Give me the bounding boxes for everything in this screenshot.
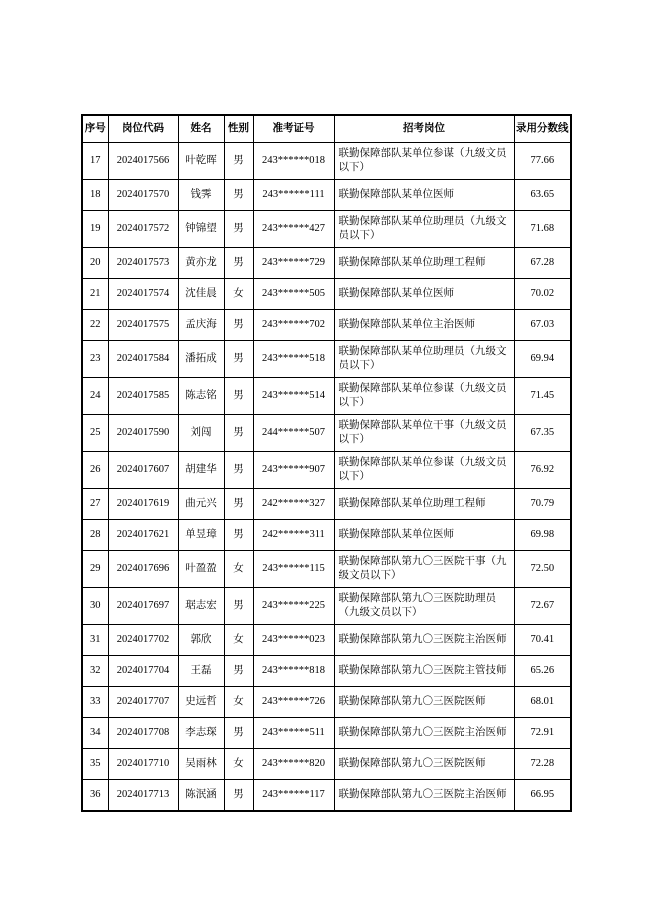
table-row [82,415,571,452]
cell-score: 69.94 [514,341,571,378]
cell-pos: 联勤保障部队某单位助理员（九级文员以下） [334,211,514,248]
cell-gender: 男 [224,143,253,180]
cell-code: 2024017590 [108,415,178,452]
cell-ticket: 243******505 [253,279,334,310]
cell-code: 2024017584 [108,341,178,378]
cell-ticket: 242******311 [253,520,334,551]
cell-name: 单昱璋 [178,520,224,551]
table-row [82,625,571,656]
cell-name: 刘闯 [178,415,224,452]
cell-name: 琚志宏 [178,588,224,625]
cell-ticket: 243******907 [253,452,334,489]
cell-seq: 22 [82,310,108,341]
cell-pos: 联勤保障部队某单位助理工程师 [334,489,514,520]
cell-pos: 联勤保障部队第九〇三医院主治医师 [334,718,514,749]
cell-score: 65.26 [514,656,571,687]
cell-name: 钱霁 [178,180,224,211]
table-row [82,341,571,378]
cell-name: 吴雨林 [178,749,224,780]
cell-code: 2024017710 [108,749,178,780]
cell-ticket: 243******820 [253,749,334,780]
cell-score: 77.66 [514,143,571,180]
cell-code: 2024017621 [108,520,178,551]
cell-score: 72.28 [514,749,571,780]
cell-ticket: 243******225 [253,588,334,625]
header-pos: 招考岗位 [334,115,514,143]
cell-score: 72.50 [514,551,571,588]
cell-pos: 联勤保障部队某单位参谋（九级文员以下） [334,378,514,415]
cell-pos: 联勤保障部队某单位主治医师 [334,310,514,341]
table-row [82,718,571,749]
cell-ticket: 243******427 [253,211,334,248]
table-row [82,656,571,687]
score-table [81,114,572,812]
cell-pos: 联勤保障部队某单位医师 [334,520,514,551]
cell-code: 2024017696 [108,551,178,588]
cell-gender: 女 [224,687,253,718]
cell-ticket: 243******702 [253,310,334,341]
cell-name: 陈泯涵 [178,780,224,812]
cell-name: 李志琛 [178,718,224,749]
cell-score: 67.03 [514,310,571,341]
cell-seq: 23 [82,341,108,378]
cell-score: 66.95 [514,780,571,812]
cell-score: 70.79 [514,489,571,520]
cell-seq: 21 [82,279,108,310]
header-row [82,115,571,143]
cell-pos: 联勤保障部队第九〇三医院主管技师 [334,656,514,687]
cell-score: 71.68 [514,211,571,248]
cell-score: 67.28 [514,248,571,279]
cell-seq: 30 [82,588,108,625]
cell-gender: 男 [224,310,253,341]
cell-code: 2024017697 [108,588,178,625]
cell-score: 71.45 [514,378,571,415]
cell-code: 2024017713 [108,780,178,812]
table-row [82,780,571,812]
cell-pos: 联勤保障部队某单位医师 [334,279,514,310]
cell-name: 孟庆海 [178,310,224,341]
cell-code: 2024017607 [108,452,178,489]
cell-ticket: 243******514 [253,378,334,415]
cell-code: 2024017704 [108,656,178,687]
cell-name: 叶盈盈 [178,551,224,588]
cell-seq: 34 [82,718,108,749]
cell-score: 76.92 [514,452,571,489]
cell-code: 2024017619 [108,489,178,520]
cell-code: 2024017575 [108,310,178,341]
cell-name: 沈佳晨 [178,279,224,310]
cell-ticket: 243******023 [253,625,334,656]
cell-seq: 31 [82,625,108,656]
cell-seq: 28 [82,520,108,551]
cell-seq: 24 [82,378,108,415]
cell-pos: 联勤保障部队某单位参谋（九级文员以下） [334,452,514,489]
cell-seq: 20 [82,248,108,279]
cell-gender: 男 [224,211,253,248]
cell-gender: 女 [224,279,253,310]
cell-code: 2024017566 [108,143,178,180]
cell-score: 70.41 [514,625,571,656]
cell-pos: 联勤保障部队某单位助理工程师 [334,248,514,279]
cell-ticket: 243******518 [253,341,334,378]
table-row [82,489,571,520]
cell-gender: 男 [224,520,253,551]
header-score: 录用分数线 [514,115,571,143]
cell-ticket: 242******327 [253,489,334,520]
cell-code: 2024017707 [108,687,178,718]
cell-seq: 32 [82,656,108,687]
table-row [82,452,571,489]
cell-seq: 29 [82,551,108,588]
cell-code: 2024017708 [108,718,178,749]
cell-ticket: 243******729 [253,248,334,279]
cell-ticket: 243******818 [253,656,334,687]
cell-gender: 男 [224,452,253,489]
cell-name: 潘拓成 [178,341,224,378]
header-gender: 性别 [224,115,253,143]
cell-ticket: 243******511 [253,718,334,749]
table-row [82,211,571,248]
cell-pos: 联勤保障部队第九〇三医院主治医师 [334,780,514,812]
table-row [82,279,571,310]
cell-score: 70.02 [514,279,571,310]
cell-seq: 25 [82,415,108,452]
cell-gender: 女 [224,625,253,656]
cell-gender: 男 [224,180,253,211]
cell-name: 钟锦望 [178,211,224,248]
cell-seq: 35 [82,749,108,780]
cell-seq: 26 [82,452,108,489]
cell-gender: 男 [224,656,253,687]
cell-name: 陈志铭 [178,378,224,415]
cell-name: 郭欣 [178,625,224,656]
cell-gender: 男 [224,780,253,812]
header-ticket: 准考证号 [253,115,334,143]
cell-name: 胡建华 [178,452,224,489]
cell-code: 2024017570 [108,180,178,211]
table-row [82,378,571,415]
cell-gender: 男 [224,489,253,520]
cell-seq: 18 [82,180,108,211]
cell-seq: 17 [82,143,108,180]
cell-code: 2024017574 [108,279,178,310]
table-row [82,520,571,551]
table-row [82,551,571,588]
cell-score: 72.91 [514,718,571,749]
cell-name: 黄亦龙 [178,248,224,279]
cell-name: 王磊 [178,656,224,687]
cell-gender: 男 [224,341,253,378]
cell-pos: 联勤保障部队第九〇三医院干事（九级文员以下） [334,551,514,588]
table-row [82,310,571,341]
cell-code: 2024017573 [108,248,178,279]
table-row [82,143,571,180]
cell-code: 2024017702 [108,625,178,656]
table-row [82,180,571,211]
cell-score: 63.65 [514,180,571,211]
cell-score: 68.01 [514,687,571,718]
table-header [82,115,571,143]
cell-ticket: 243******117 [253,780,334,812]
cell-score: 72.67 [514,588,571,625]
cell-gender: 女 [224,551,253,588]
cell-gender: 男 [224,588,253,625]
cell-pos: 联勤保障部队第九〇三医院医师 [334,749,514,780]
table-row [82,687,571,718]
cell-ticket: 243******018 [253,143,334,180]
cell-gender: 男 [224,415,253,452]
cell-pos: 联勤保障部队第九〇三医院医师 [334,687,514,718]
cell-ticket: 243******726 [253,687,334,718]
cell-ticket: 243******111 [253,180,334,211]
cell-gender: 男 [224,248,253,279]
header-name: 姓名 [178,115,224,143]
cell-gender: 女 [224,749,253,780]
cell-score: 67.35 [514,415,571,452]
header-code: 岗位代码 [108,115,178,143]
cell-pos: 联勤保障部队某单位助理员（九级文员以下） [334,341,514,378]
cell-gender: 男 [224,378,253,415]
cell-name: 史远哲 [178,687,224,718]
table-body [82,143,571,812]
cell-code: 2024017572 [108,211,178,248]
table-row [82,248,571,279]
cell-seq: 33 [82,687,108,718]
table-row [82,588,571,625]
cell-gender: 男 [224,718,253,749]
cell-pos: 联勤保障部队第九〇三医院主治医师 [334,625,514,656]
cell-code: 2024017585 [108,378,178,415]
cell-pos: 联勤保障部队某单位干事（九级文员以下） [334,415,514,452]
cell-seq: 36 [82,780,108,812]
cell-name: 叶乾晖 [178,143,224,180]
table-row [82,749,571,780]
cell-ticket: 243******115 [253,551,334,588]
cell-score: 69.98 [514,520,571,551]
cell-ticket: 244******507 [253,415,334,452]
cell-pos: 联勤保障部队第九〇三医院助理员（九级文员以下） [334,588,514,625]
cell-name: 曲元兴 [178,489,224,520]
cell-pos: 联勤保障部队某单位医师 [334,180,514,211]
header-seq: 序号 [82,115,108,143]
cell-seq: 19 [82,211,108,248]
cell-seq: 27 [82,489,108,520]
cell-pos: 联勤保障部队某单位参谋（九级文员以下） [334,143,514,180]
